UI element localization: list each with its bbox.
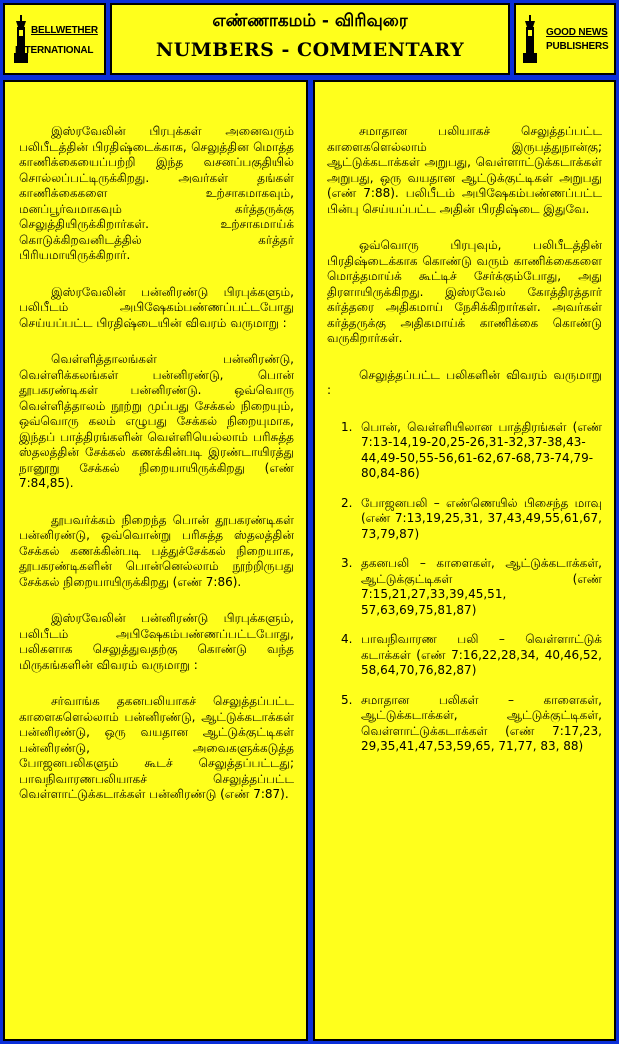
left-paragraph-6: சர்வாங்க தகனபலியாகச் செலுத்தப்பட்ட காளைகளெல்லாம் பன்னிரண்டு, ஆட்டுக்கடாக்கள் பன்னிரண்டு, ஒரு வயதான ஆட்டுக்குட்டிகள் பன்னிரண்டு, அவைகளுக்கடுத்த போஜனபலிகளும் கூடச் செலுத்தப்பட்டது; பாவநிவாரணபலியாகச் செலுத்தப்பட்ட வெள்ளாட்டுக்கடாக்கள் பன்னிரண்டு (எண் 7:87). — [19, 694, 294, 801]
page-title-english: NUMBERS - COMMENTARY — [155, 39, 465, 61]
list-item-number: 2. — [341, 495, 353, 510]
left-paragraph-3: வெள்ளித்தாலங்கள் பன்னிரண்டு, வெள்ளிக்கலங்கள் பன்னிரண்டு, பொன் தூபகரண்டிகள் பன்னிரண்டு. ஒவ்வொரு வெள்ளித்தாலம் நூற்று முப்பது சேக்கல் நிறையும், ஒவ்வொரு கலம் எழுபது சேக்கல் நிறையுமாக, இந்தப் பாத்திரங்களின் வெள்ளியெல்லாம் பரிசுத்த ஸ்தலத்தின் சேக்கல் கணக்கின்படி இரண்டாயிரத்து நானூறு சேக்கல் நிறையாயிருக்கிறது (எண் 7:84,85). — [19, 352, 294, 490]
list-item-text: பொன், வெள்ளியிலான பாத்திரங்கள் (எண் 7:13-14,19-20,25-26,31-32,37-38,43-44,49-50,55-56,61-62,67-68,73-74,79-80,84-86) — [361, 419, 602, 480]
left-column — [3, 80, 308, 1041]
right-column — [313, 80, 616, 1041]
left-paragraph-4: தூபவர்க்கம் நிறைந்த பொன் தூபகரண்டிகள் பன்னிரண்டு, ஒவ்வொன்று பரிசுத்த ஸ்தலத்தின் சேக்கல் கணக்கின்படி பத்துச்சேக்கல் நிறையாக, தூபகரண்டிகளின் பொன்னெல்லாம் நூற்றிருபது சேக்கல் நிறையாயிருக்கிறது (எண் 7:86). — [19, 512, 294, 589]
bell-tower-icon — [522, 15, 538, 65]
publisher-logo-right — [514, 3, 616, 75]
list-item-number: 1. — [341, 419, 353, 434]
list-item — [327, 420, 602, 482]
publisher-right-name-line2: PUBLISHERS — [546, 41, 609, 52]
publisher-right-name-line1: GOOD NEWS — [546, 27, 608, 38]
left-paragraph-5: இஸ்ரவேலின் பன்னிரண்டு பிரபுக்களும், பலிபீடம் அபிஷேகம்பண்ணப்பட்டபோது, பலிகளாக செலுத்துவதற்கு கொண்டு வந்த மிருகங்களின் விவரம் வருமாறு : — [19, 611, 294, 672]
list-item-number: 3. — [341, 556, 353, 570]
right-paragraph-1: சமாதான பலியாகச் செலுத்தப்பட்ட காளைகளெல்லாம் இருபத்துநான்கு; ஆட்டுக்கடாக்கள் அறுபது, வெள்ளாட்டுக்கடாக்கள் அறுபது, ஒரு வயதான ஆட்டுக்குட்டிகள் அறுபது (எண் 7:88). பலிபீடம் அபிஷேகம்பண்ணப்பட்ட பின்பு செய்யப்பட்ட அதின் பிரதிஷ்டை இதுவே. — [327, 124, 602, 216]
right-paragraph-3: செலுத்தப்பட்ட பலிகளின் விவரம் வருமாறு : — [327, 367, 602, 397]
publisher-logo-left — [3, 3, 106, 75]
publisher-left-name-line1: BELLWETHER — [31, 25, 98, 36]
list-item-text: சமாதான பலிகள் – காளைகள், ஆட்டுக்கடாக்கள், ஆட்டுக்குட்டிகள், வெள்ளாட்டுக்கடாக்கள் (எண் 7:17,23, 29,35,41,47,53,59,65, 71,77, 83, 88) — [361, 692, 602, 753]
bell-tower-icon — [13, 15, 29, 65]
title-banner — [110, 3, 510, 75]
list-item — [327, 693, 602, 755]
list-item-number: 4. — [341, 632, 353, 646]
left-paragraph-2: இஸ்ரவேலின் பன்னிரண்டு பிரபுக்களும், பலிபீடம் அபிஷேகம்பண்ணப்பட்டபோது செய்யப்பட்ட பிரதிஷ்டையின் விவரம் வருமாறு : — [19, 284, 294, 330]
list-item — [327, 496, 602, 543]
list-item-text: தகனபலி – காளைகள், ஆட்டுக்கடாக்கள், ஆட்டுக்குட்டிகள் (எண் 7:15,21,27,33,39,45,51, 57,63,69,75,81,87) — [361, 556, 602, 617]
list-item-text: போஜனபலி – எண்ணெயில் பிசைந்த மாவு (எண் 7:13,19,25,31, 37,43,49,55,61,67, 73,79,87) — [361, 495, 602, 541]
list-item — [327, 632, 602, 679]
list-item — [327, 556, 602, 618]
offerings-list — [327, 420, 602, 755]
list-item-number: 5. — [341, 692, 353, 707]
publisher-left-name-line2: INTERNATIONAL — [15, 45, 94, 56]
right-paragraph-2: ஒவ்வொரு பிரபுவும், பலிபீடத்தின் பிரதிஷ்டைக்காக கொண்டு வரும் காணிக்கைகளை மொத்தமாய்க் கூட்டிச் சேர்க்கும்போது, அது திரளாயிருக்கிறது. இஸ்ரவேல் கோத்திரத்தார் கர்த்தரை அதிகமாய் நேசிக்கிறார்கள். அவர்கள் கர்த்தருக்கு அதிகமாய்க் காணிக்கை கொண்டு வருகிறார்கள். — [327, 238, 602, 345]
list-item-text: பாவநிவாரண பலி – வெள்ளாட்டுக் கடாக்கள் (எண் 7:16,22,28,34, 40,46,52, 58,64,70,76,82,87) — [361, 632, 602, 677]
page-title-tamil: எண்ணாகமம் - விரிவுரை — [212, 11, 408, 31]
left-paragraph-1: இஸ்ரவேலின் பிரபுக்கள் அனைவரும் பலிபீடத்தின் பிரதிஷ்டைக்காக, செலுத்தின மொத்த காணிக்கையைப்பற்றி இந்த வசனப்பகுதியில் சொல்லப்பட்டிருக்கிறது. அவர்கள் தங்கள் காணிக்கைகளை உற்சாகமாகவும், மனப்பூர்வமாகவும் கர்த்தருக்கு செலுத்தியிருக்கிறார்கள். உற்சாகமாய்க் கொடுக்கிறவனிடத்தில் கர்த்தர் பிரியமாயிருக்கிறார். — [19, 124, 294, 262]
